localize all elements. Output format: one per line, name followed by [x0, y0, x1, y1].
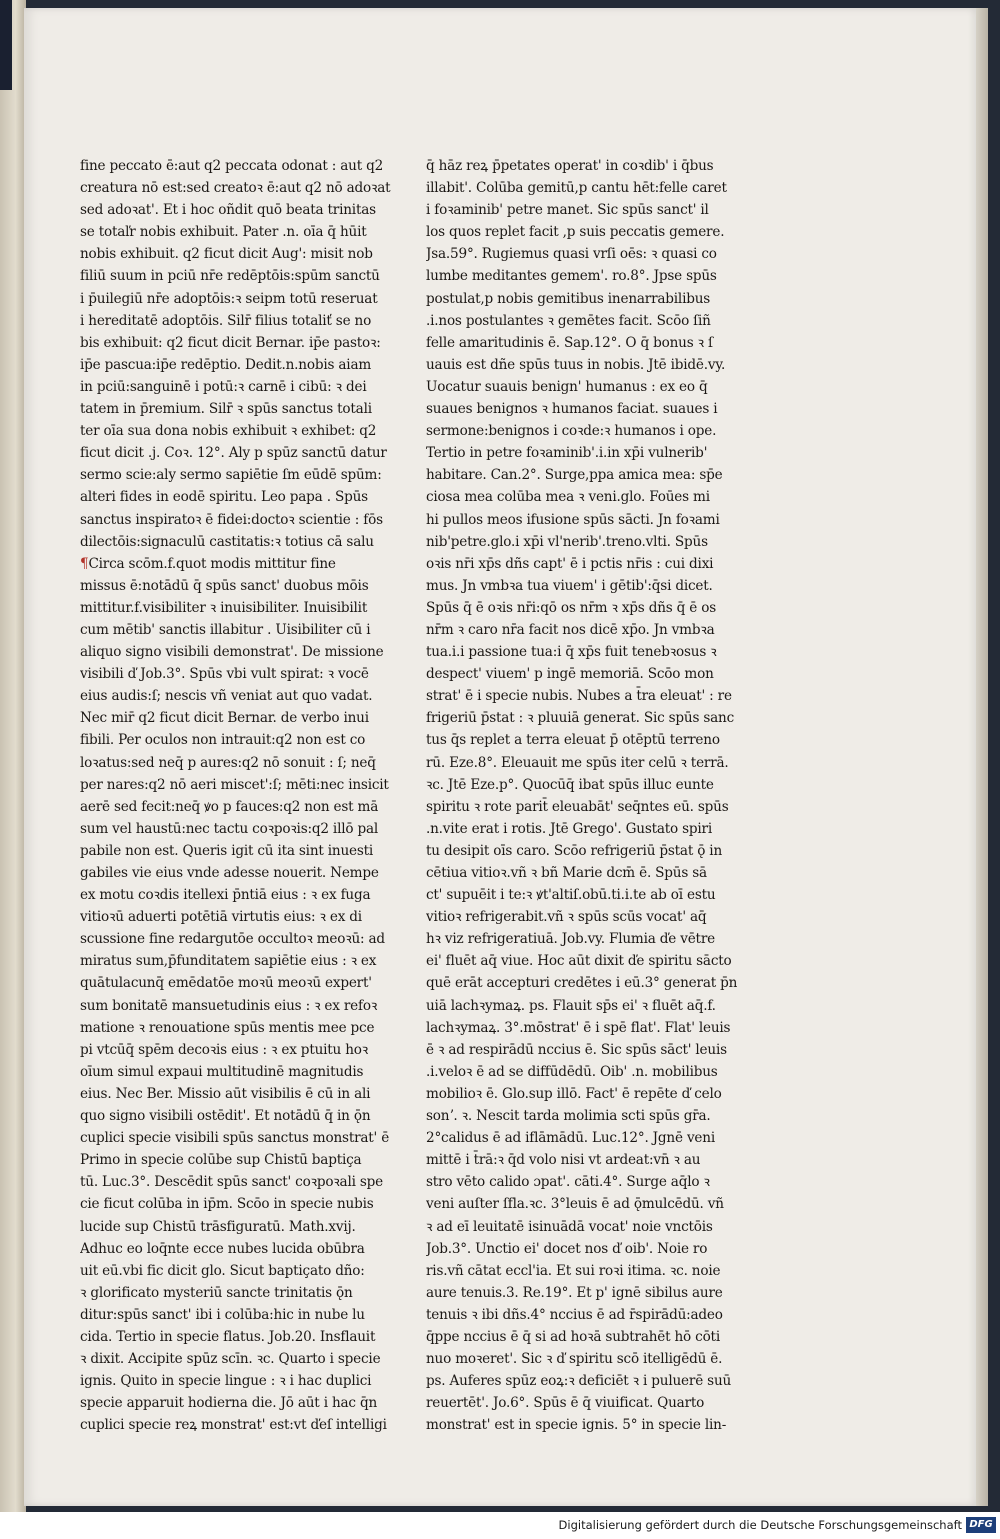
left-column-line: sum bonitatē mansuetudinis eius : ꝛ ex refoꝛ [80, 997, 378, 1014]
left-column-line: fine peccato ē:aut q2 peccata odonat : aut q2 [80, 158, 384, 174]
right-column-line: tus q̄s replet a terra eleuat p̄ otēptū terreno [426, 732, 720, 749]
left-column-line: cie ficut colūba in ip̄m. Scōo in specie nubis [80, 1196, 374, 1213]
right-column-line: q̄ppe nccius ē q̄ si ad hoꝛā subtrahēt hō cōti [426, 1328, 720, 1345]
left-column-line: cida. Tertio in specie flatus. Job.20. Insflauit [80, 1328, 376, 1345]
left-column-line: sum vel haustū:nec tactu coꝛpoꝛis:q2 illō pal [80, 820, 379, 837]
right-column-line: monstrat' est in specie ignis. 5° in specie lin- [426, 1417, 727, 1434]
left-column-line: filiū suum in pciū nr̄e redēptōis:spūm sanctū [80, 268, 380, 285]
left-column-line: eius audis:ſ; nescis vñ veniat aut quo vadat. [80, 688, 373, 705]
right-column-line: .i.veloꝛ ē ad se diffūdēdū. Oib' .n. mobilibus [426, 1063, 718, 1080]
right-column-line: ris.vñ cātat eccl'ia. Et sui roꝛi itima. ꝛc. noie [426, 1262, 721, 1279]
right-column-line: q̄ hāz reꝝ p̄petates operat' in coꝛdib' i q̄bus [426, 158, 714, 174]
left-column-line: visibili ď Job.3°. Spūs vbi vult spirat: ꝛ vocē [80, 666, 369, 683]
left-column-line: alteri fides in eodē spiritu. Leo papa . Spūs [80, 489, 368, 506]
left-column-line: gabiles vie eius vnde adesse nouerit. Nempe [80, 865, 379, 881]
left-column-line: eius. Nec Ber. Missio aūt visibilis ē cū in ali [80, 1085, 371, 1102]
right-column-line: nuo moꝛeret'. Sic ꝛ ď spiritu scō itelligēdū ē. [426, 1351, 723, 1368]
right-column-line: lumbe meditantes gemem'. ro.8°. Jpse spūs [426, 268, 717, 285]
left-column-line: quo signo visibili ostēdit'. Et notādū q̄ in ǭn [80, 1108, 371, 1125]
right-column-line: frigeriū p̄stat : ꝛ pluuiā generat. Sic spūs sanc [426, 710, 734, 727]
left-column-line: pi vtcūq̄ spēm decoꝛis eius : ꝛ ex ptuitu hoꝛ [80, 1041, 369, 1058]
left-column-line: specie apparuit hodierna die. Jō aūt i hac q̄n [80, 1395, 378, 1412]
left-column-line: ficut dicit .j. Coꝛ. 12°. Aly p spūz sanctū datur [80, 445, 387, 462]
right-column-line: uauis est dñe spūs tuus in nobis. Jtē ibidē.vy. [426, 356, 726, 373]
right-column-line: hꝛ viz refrigeratiuā. Job.vy. Flumia ďe vētre [426, 931, 715, 948]
left-column-line: creatura nō est:sed creatoꝛ ē:aut q2 nō adoꝛat [80, 180, 391, 197]
left-column-line: fibili. Per oculos non intrauit:q2 non est co [80, 732, 366, 749]
right-column-line: .n.vite erat i rotis. Jtē Grego'. Gustato spiri [426, 820, 713, 837]
right-column-line: veni auſter ſfla.ꝛc. 3°leuis ē ad ǭmulcēdū. vñ [426, 1196, 724, 1213]
left-column-line: sed adoꝛat'. Et i hoc oñdit quō beata trinitas [80, 202, 376, 219]
right-column-line: tu desipit oīs caro. Scōo refrigeriū p̄stat ǭ in [426, 842, 723, 859]
right-column-line: mobilioꝛ ē. Glo.sup illō. Fact' ē repēte ď celo [426, 1085, 722, 1102]
left-column-line: scussione fine redargutōe occultoꝛ meoꝛū: ad [80, 931, 385, 948]
right-column-line: ps. Auferes spūz eoꝝ:ꝛ deficiēt ꝛ i puluerē suū [426, 1373, 732, 1390]
right-column-line: postulat,p nobis gemitibus inenarrabilibus [426, 290, 711, 307]
left-column-line: pabile non est. Queris igit cū ita sint inuesti [80, 842, 374, 859]
right-column-line: nib'petre.glo.i xp̄i vl'nerib'.treno.vlti. Spūs [426, 533, 708, 550]
right-column-line: strat' ē i specie nubis. Nubes a t̄ra eleuat' : re [426, 688, 732, 705]
left-column-line: vitioꝛū aduerti potētiā virtutis eius: ꝛ ex di [80, 909, 362, 926]
left-column-line: mittitur.f.visibiliter ꝛ inuisibiliter. Inuisibilit [80, 599, 368, 616]
previous-page-edge [0, 0, 26, 1512]
right-column-line: Tertio in petre foꝛaminib'.i.in xp̄i vulnerib' [426, 445, 708, 462]
left-column-line: Primo in specie colūbe sup Chistū baptiça [80, 1152, 362, 1169]
right-column-line: felle amaritudinis ē. Sap.12°. O q̄ bonus ꝛ ſ [426, 334, 713, 351]
right-column-line: illabit'. Colūba gemitū,p cantu hēt:felle caret [426, 180, 727, 197]
left-column-line: ꝛ dixit. Accipite spūz scīn. ꝛc. Quarto i specie [80, 1351, 381, 1368]
left-column-line: ter oīa sua dona nobis exhibuit ꝛ exhibet: q2 [80, 423, 377, 440]
right-column-line: Spūs q̄ ē oꝛis nr̄i:qō os nr̄m ꝛ xp̄s dñs q̄ ē os [426, 599, 716, 616]
right-column-line: mittē i t̄rā:ꝛ q̄d volo nisi vt ardeat:vn̄ ꝛ au [426, 1152, 701, 1169]
right-column-line: quē erāt accepturi credētes i eū.3° generat p̄n [426, 975, 738, 992]
left-column-line: missus ē:notādū q̄ spūs sanct' duobus mōis [80, 577, 369, 594]
left-column-line: cuplici specie reꝝ monstrat' est:vt ďeſ intelligi [80, 1417, 387, 1434]
right-column-line: ꝛ ad eī leuitatē isinuādā vocat' noie vnctōis [426, 1218, 713, 1235]
left-column-line: bis exhibuit: q2 ficut dicit Bernar. ip̄e pastoꝛ: [80, 334, 381, 351]
left-column-line: cuplici specie visibili spūs sanctus monstrat' ē [80, 1130, 390, 1147]
right-column-line: cētiua vitioꝛ.vñ ꝛ bñ Marie dcm̄ ē. Spūs sā [426, 865, 707, 881]
left-column-line: cum mētib' sanctis illabitur . Uisibiliter cū i [80, 621, 371, 638]
left-column-line: lucide sup Chistū trāsfiguratū. Math.xvij. [80, 1218, 356, 1235]
right-column-line: mus. Jn vmbꝛa tua viuem' i gētib':q̄si dicet. [426, 577, 713, 594]
right-column-line: tua.i.i passione tua:i q̄ xp̄s fuit tenebꝛosus ꝛ [426, 644, 717, 661]
left-column-line: aerē sed fecit:neq̄ ꝟo p fauces:q2 non est mā [80, 798, 379, 815]
left-column-line: aliquo signo visibili demonstrat'. De missione [80, 644, 384, 661]
left-column-line: tū. Luc.3°. Descēdit spūs sanct' coꝛpoꝛali spe [80, 1174, 383, 1191]
left-column-line: ditur:spūs sanct' ibi i colūba:hic in nube lu [80, 1306, 365, 1323]
right-column-line: stro vēto calido ɔpat'. cāti.4°. Surge aq̄lo ꝛ [426, 1174, 710, 1191]
right-column-line: Uocatur suauis benign' humanus : ex eo q̄ [426, 378, 708, 395]
right-column-line: reuertēt'. Jo.6°. Spūs ē q̄ viuificat. Quarto [426, 1395, 705, 1412]
right-column-line: despect' viuem' p ingē memoriā. Scōo mon [426, 666, 714, 683]
left-column-line: nobis exhibuit. q2 ficut dicit Aug': misit nob [80, 246, 373, 263]
text-column-left [80, 155, 400, 1436]
right-column-line: suaues benignos ꝛ humanos faciat. suaues i [426, 401, 718, 418]
right-column-line: sermone:benignos i coꝛde:ꝛ humanos i ope. [426, 423, 717, 440]
right-column-line: Jsa.59°. Rugiemus quasi vrſi oēs: ꝛ quasi co [426, 246, 717, 263]
right-column-line: oꝛis nr̄i xp̄s dñs capt' ē i pctis nr̄is : cui dixi [426, 555, 714, 572]
rubric-mark: ¶ [80, 555, 89, 572]
right-column-line: ciosa mea colūba mea ꝛ veni.glo. Foūes mi [426, 489, 710, 506]
left-column-line: ignis. Quito in specie lingue : ꝛ i hac duplici [80, 1373, 372, 1390]
left-column-line: se totaľr nobis exhibuit. Pater .n. oīa q̄ hūit [80, 224, 367, 241]
right-column-line: vitioꝛ refrigerabit.vñ ꝛ spūs scūs vocat' aq̄ [426, 909, 707, 926]
left-column-line: dilectōis:signaculū castitatis:ꝛ totius cā salu [80, 533, 374, 550]
left-column-line: per nares:q2 nō aeri miscet':ſ; mēti:nec insicit [80, 776, 389, 793]
left-column-line: miratus sum,p̄funditatem sapiētie eius : ꝛ ex [80, 953, 377, 970]
text-column-right [426, 155, 746, 1436]
right-column-line: aure tenuis.3. Re.19°. Et p' ignē sibilus aure [426, 1284, 723, 1301]
left-column-line: Adhuc eo loq̄nte ecce nubes lucida obūbra [80, 1240, 365, 1257]
right-column-line: uiā lachꝛymaꝝ. ps. Flauit sp̄s ei' ꝛ fluēt aq̄.f. [426, 997, 716, 1014]
left-column-line: i p̄uilegiū nr̄e adoptōis:ꝛ seipm totū reseruat [80, 290, 378, 307]
right-column-line: hi pullos meos ifusione spūs sācti. Jn foꝛami [426, 511, 720, 528]
left-column-line: ¶Circa scōm.f.quot modis mittitur fine [80, 555, 336, 572]
left-column-line: quātulacunq̄ emēdatōe moꝛū meoꝛū expert' [80, 975, 372, 992]
left-column-line: uit eū.vbi fic dicit glo. Sicut baptiçato dño: [80, 1262, 365, 1279]
right-column-line: 2°calidus ē ad iflāmādū. Luc.12°. Jgnē veni [426, 1130, 715, 1147]
right-column-line: sonʼ. ꝛ. Nescit tarda molimia scti spūs gr̄a. [426, 1108, 711, 1125]
right-column-line: ē ꝛ ad respirādū nccius ē. Sic spūs sāct' leuis [426, 1041, 727, 1058]
left-column-line: sermo scie:aly sermo sapiētie ſm eūdē spūm: [80, 467, 382, 484]
right-column-line: i foꝛaminib' petre manet. Sic spūs sanct' il [426, 202, 709, 219]
right-column-line: ct' supuēit i te:ꝛ ꝟt'altiſ.obū.ti.i.te ab oī estu [426, 887, 716, 904]
right-column-line: .i.nos postulantes ꝛ gemētes facit. Scōo ſiñ [426, 312, 711, 329]
left-column-line: loꝛatus:sed neq̄ p aures:q2 nō sonuit : ſ; neq̄ [80, 754, 376, 771]
right-column-line: Job.3°. Unctio ei' docet nos ď oib'. Noie ro [426, 1240, 708, 1257]
footer-bar [0, 1512, 1000, 1539]
right-column-line: spiritu ꝛ rote parit̄ eleuabāt' seq̄ntes eū. spūs [426, 798, 729, 815]
left-column-line: ꝛ glorificato mysteriū sancte trinitatis ǭn [80, 1284, 353, 1301]
left-column-line: matione ꝛ renouatione spūs mentis mee pce [80, 1019, 375, 1036]
left-column-line: sanctus inspiratoꝛ ē fidei:doctoꝛ scientie : fōs [80, 511, 383, 528]
right-column-line: lachꝛymaꝝ. 3°.mōstrat' ē i spē flat'. Flat' leuis [426, 1019, 731, 1036]
right-column-line: los quos replet facit ,p suis peccatis gemere. [426, 224, 725, 241]
dfg-logo: DFG [966, 1517, 996, 1533]
binding-corner [0, 0, 12, 90]
left-column-line: in pciū:sanguinē i potū:ꝛ carnē i cibū: ꝛ dei [80, 378, 367, 395]
left-column-line: ex motu coꝛdis itellexi p̄ntiā eius : ꝛ ex fuga [80, 887, 371, 904]
right-column-line: ei' fluēt aq̄ viue. Hoc aūt dixit ďe spiritu sācto [426, 953, 732, 970]
left-column-line: i hereditatē adoptōis. Silr̄ filius totaliť se no [80, 312, 372, 329]
right-column-line: rū. Eze.8°. Eleuauit me spūs iter celū ꝛ terrā. [426, 754, 729, 771]
footer-credit: Digitalisierung gefördert durch die Deutsche Forschungsgemeinschaft [558, 1518, 962, 1532]
right-column-line: ꝛc. Jtē Eze.p°. Quocūq̄ ibat spūs illuc eunte [426, 776, 714, 793]
right-column-line: tenuis ꝛ ibi dñs.4° nccius ē ad r̄spirādū:adeo [426, 1306, 723, 1323]
left-column-line: Nec mir̄ q2 ficut dicit Bernar. de verbo inui [80, 710, 369, 727]
right-column-line: nr̄m ꝛ caro nr̄a facit nos dicē xp̄o. Jn vmbꝛa [426, 621, 715, 638]
right-column-line: habitare. Can.2°. Surge,ppa amica mea: sp̄e [426, 467, 723, 484]
left-column-line: ip̄e pascua:ip̄e redēptio. Dedit.n.nobis aiam [80, 356, 372, 373]
left-column-line: oīum simul expaui multitudinē magnitudis [80, 1063, 364, 1080]
left-column-line: tatem in p̄remium. Silr̄ ꝛ spūs sanctus totali [80, 401, 372, 418]
page-fore-edge [976, 8, 988, 1506]
